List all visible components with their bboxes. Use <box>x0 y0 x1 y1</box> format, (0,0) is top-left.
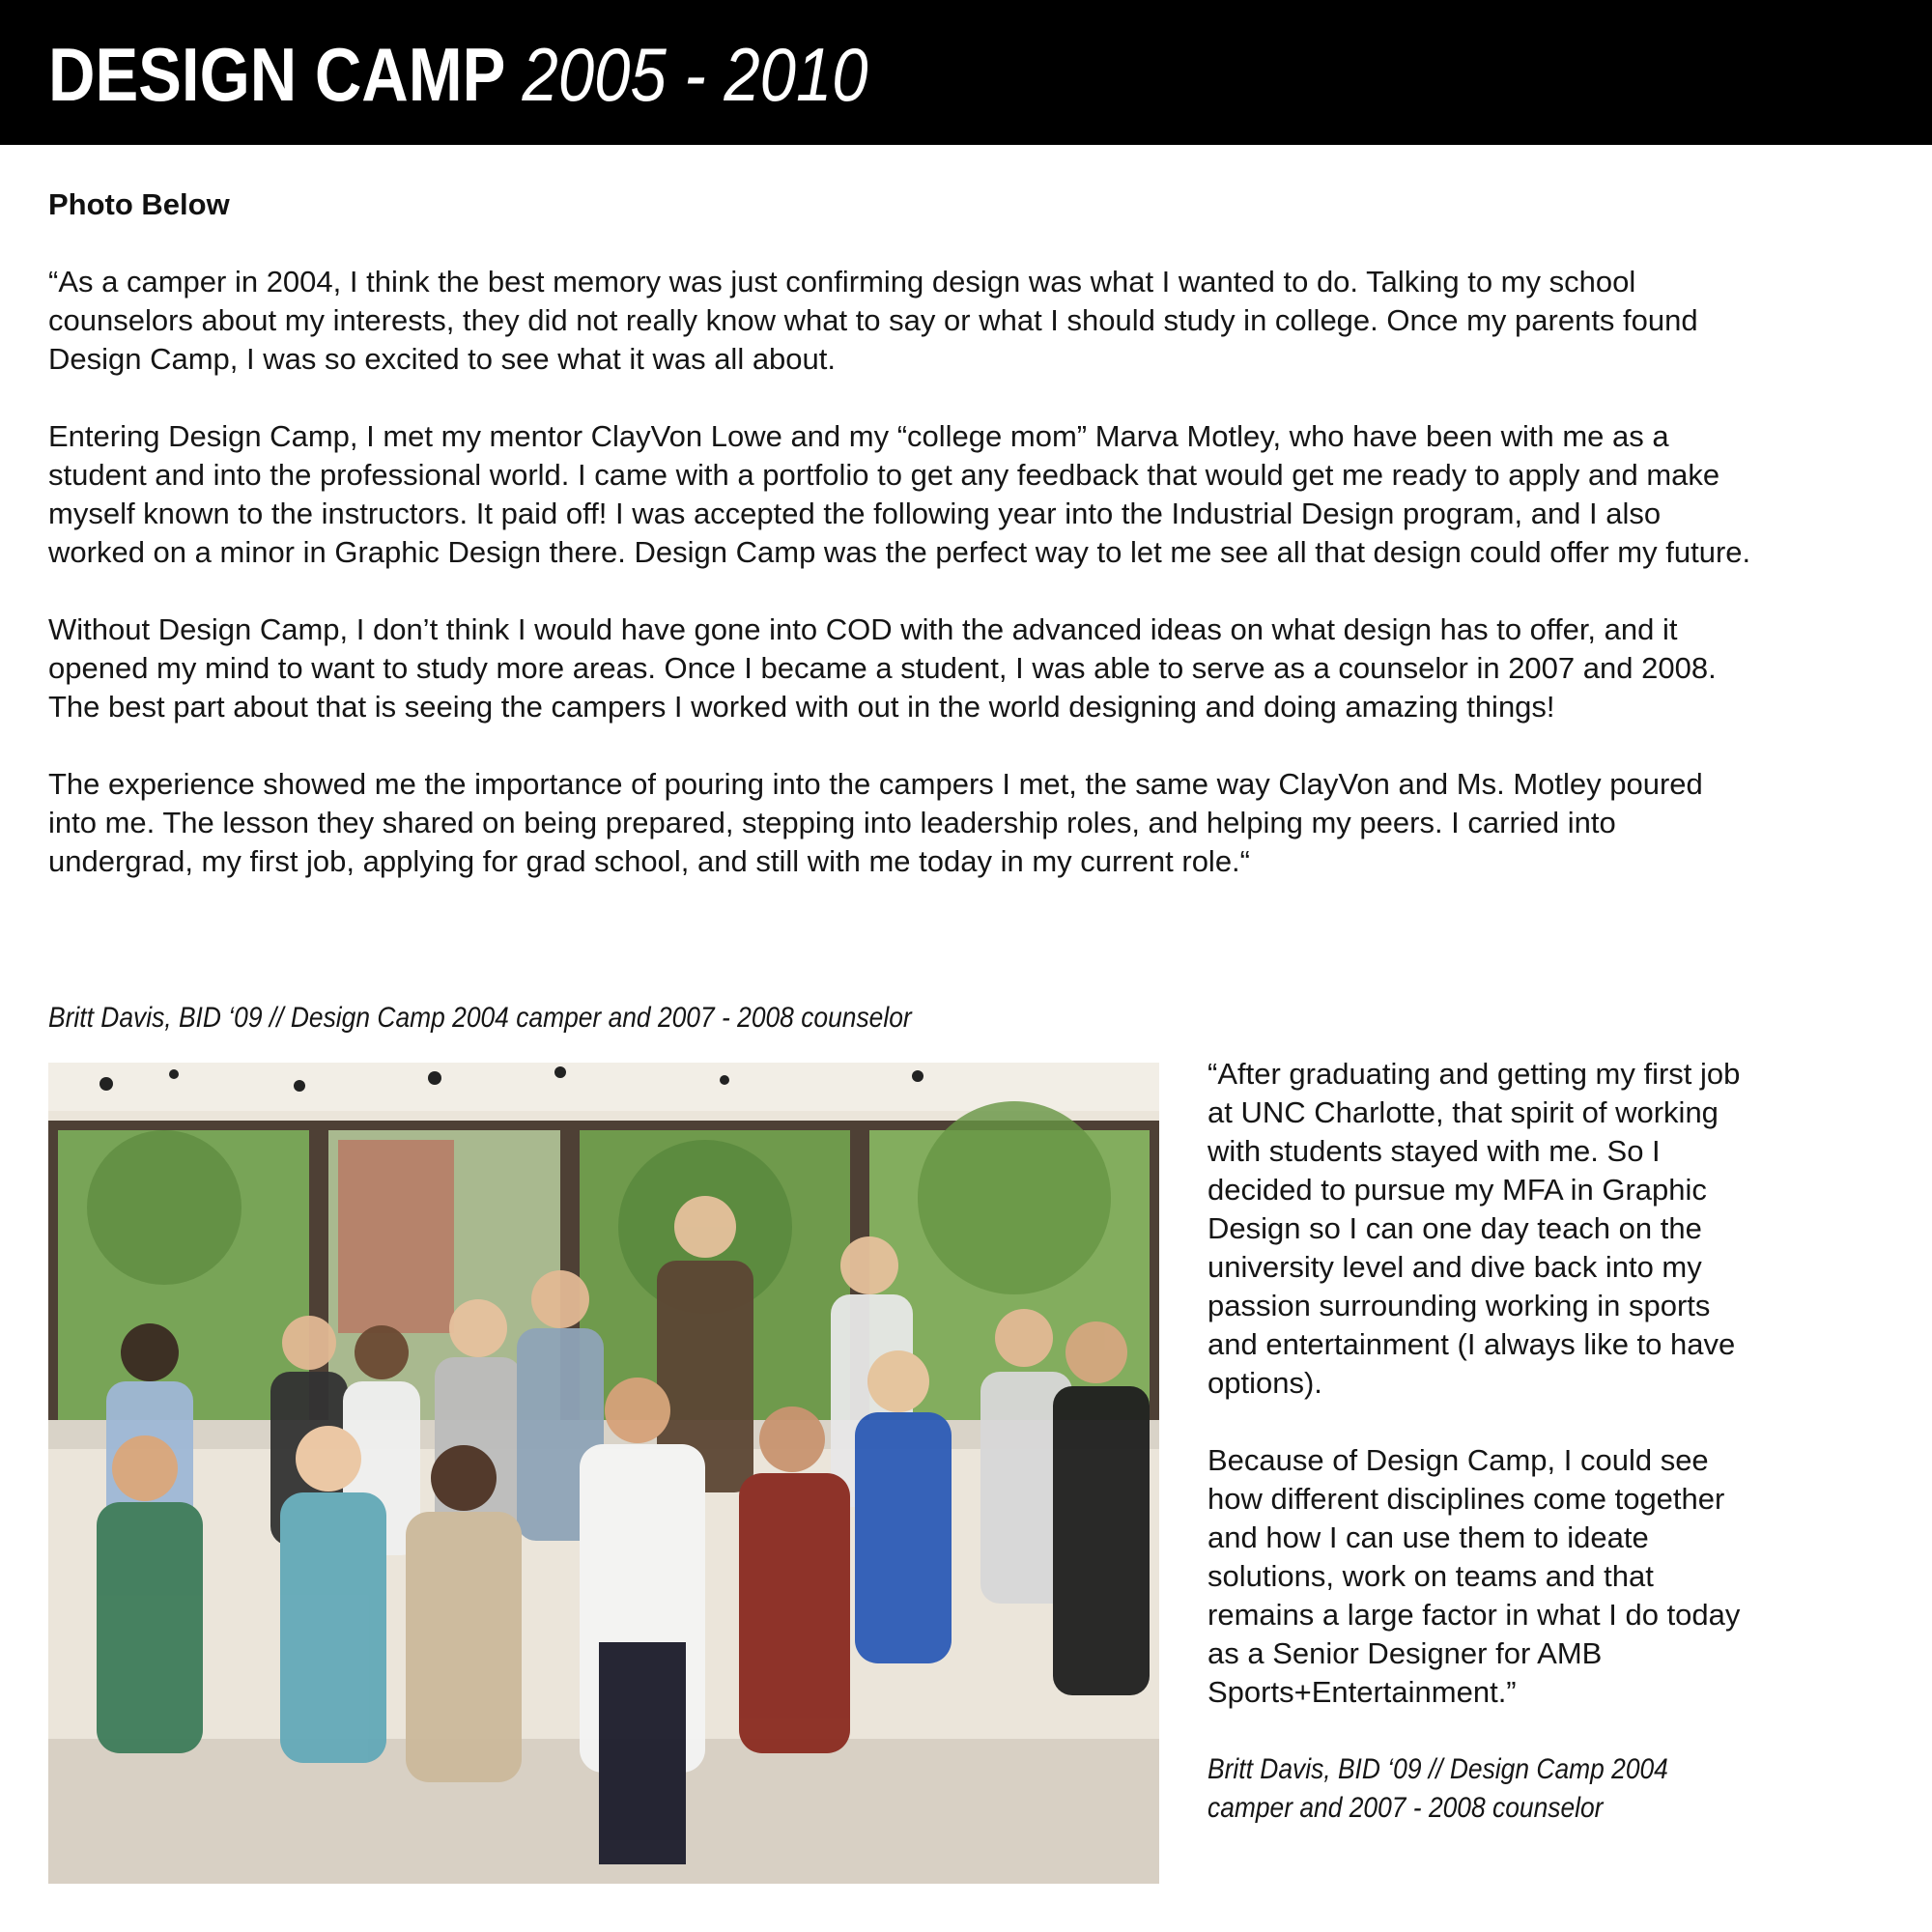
title-years: 2005 - 2010 <box>522 32 868 117</box>
group-photo <box>48 1063 1159 1884</box>
quote-body <box>48 263 1758 920</box>
side-attribution-line-1: Britt Davis, BID ‘09 // Design Camp 2004 <box>1208 1753 1668 1785</box>
group-photo-icon <box>48 1063 1159 1884</box>
quote-attribution: Britt Davis, BID ‘09 // Design Camp 2004 camper and 2007 - 2008 counselor <box>48 1002 912 1034</box>
section-label: Photo Below <box>48 187 230 221</box>
quote-paragraph-2: Entering Design Camp, I met my mentor ClayVon Lowe and my “college mom” Marva Motley, who have been with me as a student and into the professional world. I came with a portfolio to get any feedback that would get me ready to apply and make myself known to the instructors. It paid off! I was accepted the following year into the Industrial Design program, and I also worked on a minor in Graphic Design there. Design Camp was the perfect way to let me see all that design could offer my future. <box>48 419 1751 569</box>
side-paragraph-2: Because of Design Camp, I could see how different disciplines come together and how I can use them to ideate solutions, work on teams and that remains a large factor in what I do today as a Senior Designer for AMB Sports+Entertainment.” <box>1208 1443 1741 1709</box>
side-paragraph-1: “After graduating and getting my first job at UNC Charlotte, that spirit of working with students stayed with me. So I decided to pursue my MFA in Graphic Design so I can one day teach on the university level and dive back into my passion surrounding working in sports and entertainment (I always like to have options). <box>1208 1057 1741 1400</box>
side-quote <box>1208 1055 1748 1750</box>
title-main: DESIGN CAMP <box>48 32 506 117</box>
page-header <box>0 0 1932 145</box>
quote-paragraph-4: The experience showed me the importance of pouring into the campers I met, the same way ClayVon and Ms. Motley poured into me. The lesson they shared on being prepared, stepping into leadership roles, and helping my peers. I carried into undergrad, my first job, applying for grad school, and still with me today in my current role.“ <box>48 767 1703 878</box>
quote-paragraph-3: Without Design Camp, I don’t think I would have gone into COD with the advanced ideas on what design has to offer, and it opened my mind to want to study more areas. Once I became a student, I was able to serve as a counselor in 2007 and 2008. The best part about that is seeing the campers I worked with out in the world designing and doing amazing things! <box>48 612 1717 724</box>
quote-paragraph-1: “As a camper in 2004, I think the best memory was just confirming design was what I wanted to do. Talking to my school counselors about my interests, they did not really know what to say or what I should study in college. Once my parents found Design Camp, I was so excited to see what it was all about. <box>48 265 1698 376</box>
page-title <box>48 31 868 118</box>
side-attribution-line-2: camper and 2007 - 2008 counselor <box>1208 1792 1604 1824</box>
side-attribution <box>1208 1750 1735 1828</box>
